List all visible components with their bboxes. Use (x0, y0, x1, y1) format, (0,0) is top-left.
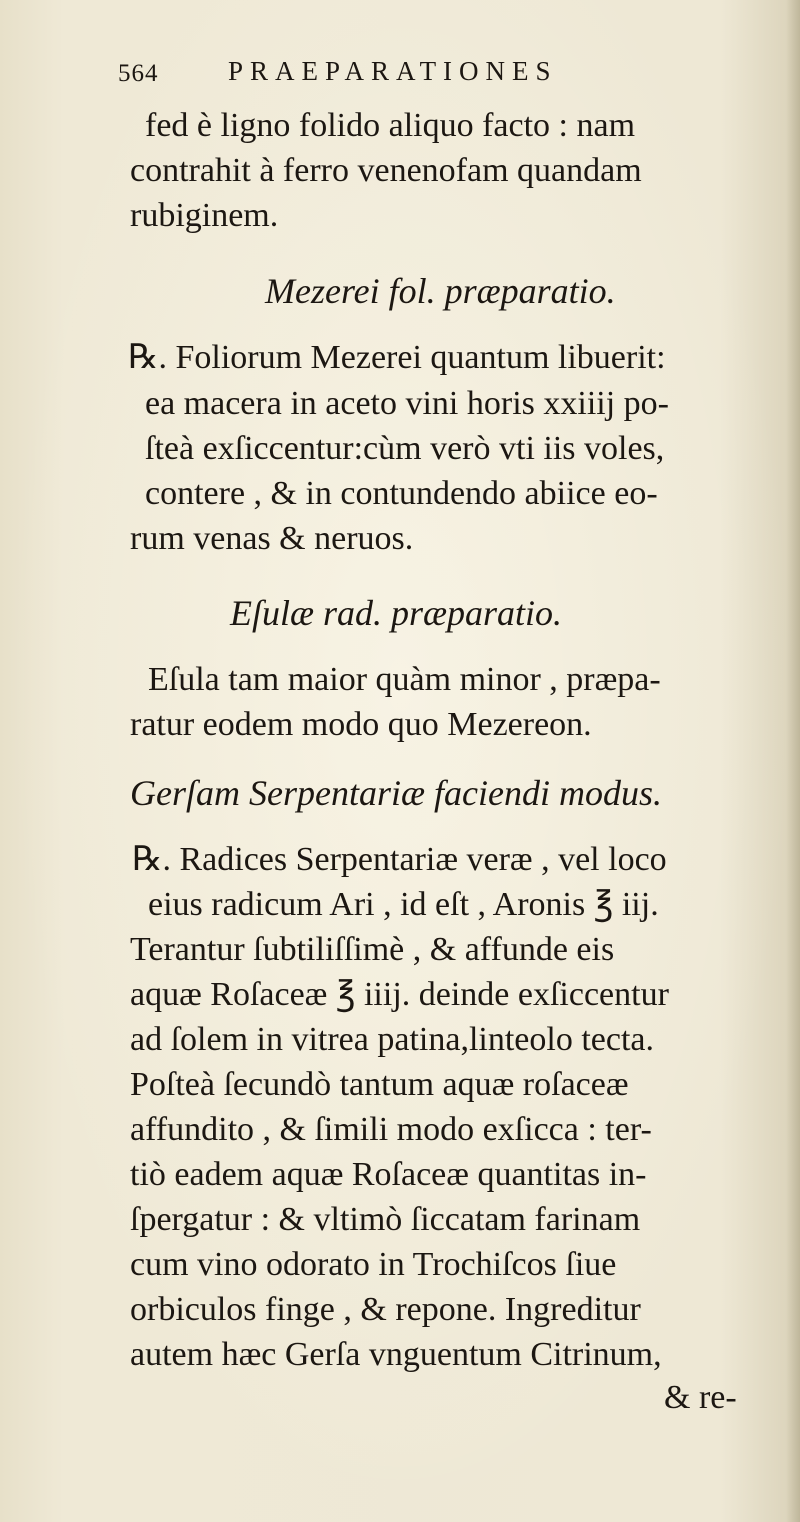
text-line: autem hæc Gerſa vnguentum Citrinum, (130, 1336, 662, 1373)
text-line: ſpergatur : & vltimò ſiccatam farinam (130, 1201, 641, 1238)
text-line: orbiculos finge , & repone. Ingreditur (130, 1291, 641, 1328)
text-line: tiò eadem aquæ Roſaceæ quantitas in- (130, 1156, 647, 1193)
text-line: cum vino odorato in Trochiſcos ſiue (130, 1246, 617, 1283)
text-line: Poſteà ſecundò tantum aquæ roſaceæ (130, 1066, 629, 1103)
catchword: & re- (664, 1379, 737, 1416)
text-line: ea macera in aceto vini horis xxiiij po- (145, 385, 669, 422)
running-head: PRAEPARATIONES (228, 56, 558, 86)
section-heading-mezerei: Mezerei fol. præparatio. (265, 271, 616, 311)
text-line: eius radicum Ari , id eſt , Aronis ℥ iij. (148, 886, 659, 923)
text-line: rum venas & neruos. (130, 520, 414, 557)
text-line: rubiginem. (130, 197, 279, 234)
page-header (118, 56, 758, 90)
text-line: contrahit à ferro venenofam quandam (130, 152, 642, 189)
text-line: ℞. Radices Serpentariæ veræ , vel loco (132, 841, 667, 878)
text-line: ad ſolem in vitrea patina,linteolo tecta. (130, 1021, 654, 1058)
text-line: ratur eodem modo quo Mezereon. (130, 706, 592, 743)
page-edge-shadow (786, 0, 800, 1522)
section-heading-gersa: Gerſam Serpentariæ faciendi modus. (130, 773, 662, 813)
text-line: aquæ Roſaceæ ℥ iiij. deinde exſiccentur (130, 976, 669, 1013)
page-number: 564 (118, 60, 159, 87)
text-line: ſteà exſiccentur:cùm verò vti iis voles, (145, 430, 665, 467)
text-line: fed è ligno folido aliquo facto : nam (145, 107, 636, 144)
text-line: contere , & in contundendo abiice eo- (145, 475, 658, 512)
section-heading-esula: Eſulæ rad. præparatio. (230, 593, 563, 633)
text-line: affundito , & ſimili modo exſicca : ter- (130, 1111, 652, 1148)
text-line: ℞. Foliorum Mezerei quantum libuerit: (128, 339, 666, 376)
text-line: Terantur ſubtiliſſimè , & affunde eis (130, 931, 615, 968)
text-line: Eſula tam maior quàm minor , præpa- (148, 661, 661, 698)
